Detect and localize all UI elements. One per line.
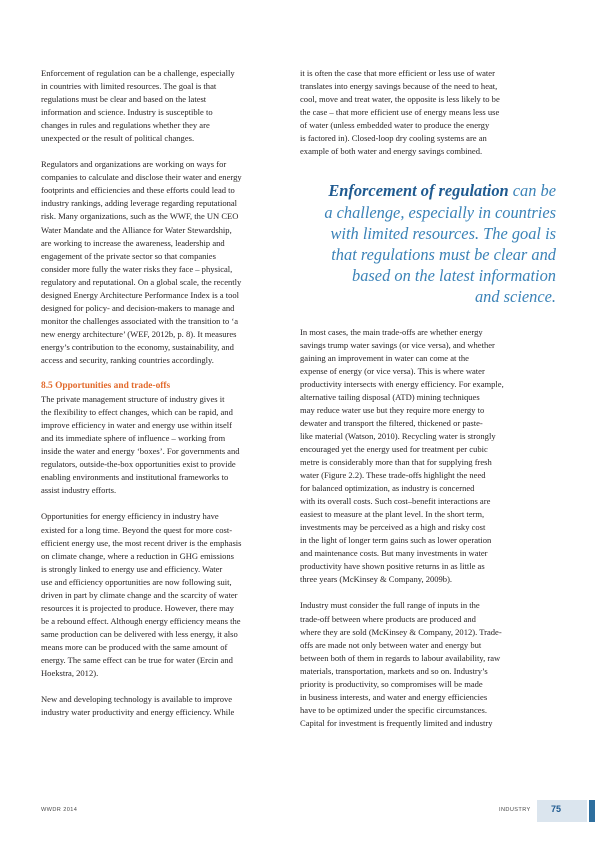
- body-paragraph: Opportunities for energy efficiency in industry have existed for a long time. Beyond the quest for more cost- efficient energy use, the most recent driver is the emphasis on climate change, where a reduction in GHG emissions is strongly linked to energy use and efficiency. Water use and efficiency opportunities are now following suit, driven in part by climate change and the scarcity of water resources it is projected to produce. However, there may be a rebound effect. Although energy efficiency means the same production can be delivered with less energy, it also means more can be produced with the same amount of energy. The same effect can be true for water (Ercin and Hoekstra, 2012).: [41, 511, 242, 679]
- body-paragraph: New and developing technology is available to improve industry water productivity and energy efficiency. While: [41, 694, 235, 718]
- body-paragraph: In most cases, the main trade-offs are whether energy savings trump water savings (or vice versa), and whether gaining an improvement in water can come at the expense of energy (or vice versa). This is where water productivity intersects with energy efficiency. For example, alternative tailing disposal (ATD) mining techniques may reduce water use but they require more energy to dewater and transport the filtered, thickened or paste- like material (Watson, 2010). Recycling water is strongly encouraged yet the energy used for treatment per cubic metre is considerably more than that for supplying fresh water (Figure 2.2). These trade-offs highlight the need for balanced optimization, as industry is concerned with its overall costs. Such cost–benefit interactions are easiest to measure at the plant level. In the short term, investments may be perceived as a high and risky cost in the light of longer term gains such as lower operation and maintenance costs. But many investments in water productivity have shown positive returns in as little as three years (McKinsey & Company, 2009b).: [300, 326, 504, 585]
- left-column: [41, 67, 287, 732]
- chapter-name: INDUSTRY: [499, 807, 531, 813]
- page-number: 75: [551, 804, 562, 814]
- pull-quote-emphasis: Enforcement of regulation: [328, 181, 509, 201]
- body-paragraph: Enforcement of regulation can be a challenge, especially in countries with limited resources. The goal is that regulations must be clear and based on the latest information and science. Industry is susceptible to changes in rules and regulations whether they are unexpected or the result of political changes.: [41, 68, 235, 144]
- section-heading: 8.5 Opportunities and trade-offs: [41, 381, 171, 392]
- body-paragraph: Industry must consider the full range of inputs in the trade-off between where products are produced and where they are sold (McKinsey & Company, 2012). Trade- offs are made not only between water and energy but between both of them in regards to labour availability, raw materials, transportation, markets and so on. Industry’s priority is productivity, so compromises will be made in business interests, and water and energy efficiencies have to be optimized under the specific circumstances. Capital for investment is frequently limited and industry: [300, 600, 502, 728]
- pull-quote: [300, 180, 556, 307]
- page-edge-tab: [589, 800, 595, 822]
- body-paragraph: Regulators and organizations are working on ways for companies to calculate and disclose their water and energy footprints and efficiencies and these efforts could lead to industry rankings, adding leverage regarding reputational risk. Many organizations, such as the WWF, the UN CEO Water Mandate and the Alliance for Water Stewardship, are working to increase the awareness, leadership and engagement of the private sector so that companies consider more fully the water risks they face – physical, regulatory and reputational. On a global scale, the recently designed Energy Architecture Performance Index is a tool designed for policy- and decision-makers to manage and monitor the challenges associated with the transition to ‘a new energy architecture’ (WEF, 2012b, p. 8). It measures energy’s contribution to the economy, sustainability, and access and security, ranking countries accordingly.: [41, 159, 242, 365]
- right-column: [300, 67, 556, 743]
- page-footer: [0, 800, 595, 822]
- body-paragraph: The private management structure of industry gives it the flexibility to effect changes, which can be rapid, and improve efficiency in water and energy use within itself and its immediate sphere of influence – working from inside the water and energy ‘boxes’. For governments and regulators, outside-the-box opportunities exist to provide enabling environments and institutional frameworks to assist industry efforts.: [41, 394, 240, 496]
- body-paragraph: it is often the case that more efficient or less use of water translates into energy savings because of the need to heat, cool, move and treat water, the opposite is less likely to be the case – that more efficient use of energy means less use of water (unless embedded water to produce the energy is factored in). Closed-loop dry cooling systems are an example of both water and energy savings combined.: [300, 68, 500, 157]
- pull-quote-text: can be a challenge, especially in countries with limited resources. The goal is that regulations must be clear and based on the latest information and science.: [324, 181, 556, 307]
- report-name: WWDR 2014: [41, 807, 78, 813]
- page-number-box: [537, 800, 587, 822]
